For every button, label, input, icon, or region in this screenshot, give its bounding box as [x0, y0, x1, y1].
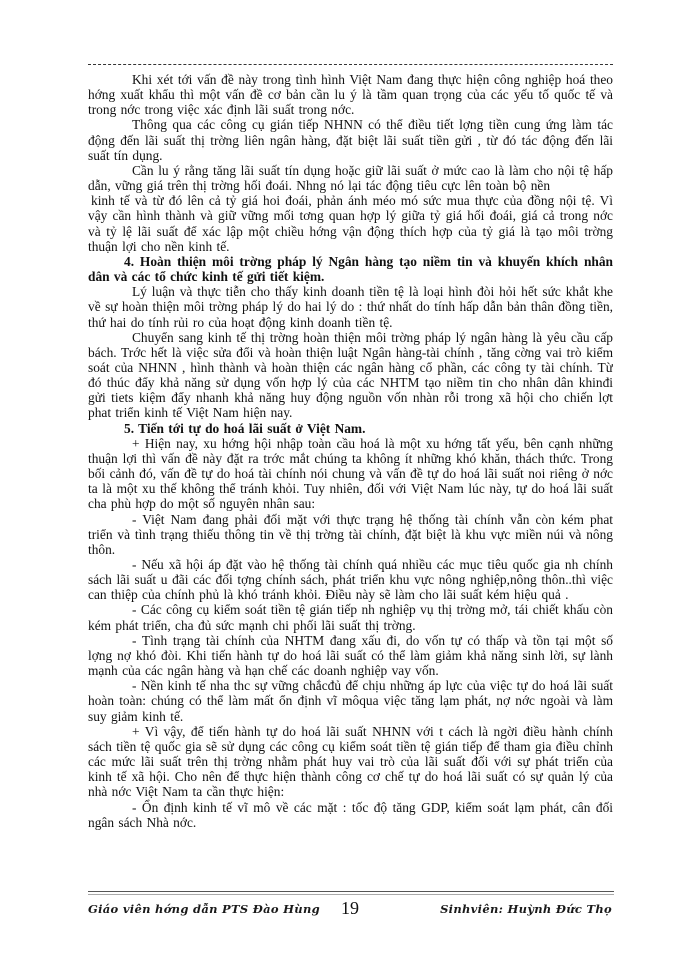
paragraph: - Các công cụ kiểm soát tiền tệ gián tiếp nh nghiệp vụ thị trờng mở, tái chiết khấu còn kém phát triển, cha đủ sức mạnh chi phối lãi suất thị trờng. [88, 602, 613, 633]
header-rule [88, 64, 613, 65]
footer-student: Sinhviên: Huỳnh Đức Thọ [440, 902, 612, 916]
paragraph: - Tình trạng tài chính của NHTM đang xấu đi, do vốn tự có thấp và tồn tại một số lợng nợ khó đòi. Khi tiến hành tự do hoá lãi suất có thể làm giảm khả năng sinh lời, sự lành mạnh của các ngân hàng và hạn chế các doanh nghiệp vay vốn. [88, 632, 613, 679]
section-heading: 4. Hoàn thiện môi trờng pháp lý Ngân hàng tạo niềm tin và khuyến khích nhân dân và các tổ chức kinh tế gửi tiết kiệm. [88, 253, 613, 285]
paragraph: + Vì vậy, để tiến hành tự do hoá lãi suất NHNN với t cách là ngời điều hành chính sách tiền tệ quốc gia sẽ sử dụng các công cụ kiểm soát tiền tệ gián tiếp để tham gia điều chỉnh các mức lãi suất trên thị trờng nhằm phát huy vai trò của lãi suất đối với sự phát triển của kinh tế xã hội. Cho nên để thực hiện thành công cơ chế tự do hoá lãi suất có sự quản lý của nhà nớc Việt Nam ta cần thực hiện: [88, 723, 613, 800]
paragraph: - Nền kinh tế nha thc sự vững chắcđủ để chịu những áp lực của việc tự do hoá lãi suất hoàn toàn: chúng có thể làm mất ổn định vĩ môqua việc tăng lạm phát, nợ nớc ngoài và làm suy giảm kinh tế. [88, 678, 613, 724]
paragraph: Lý luận và thực tiễn cho thấy kinh doanh tiền tệ là loại hình đòi hỏi hết sức khắt khe về sự hoàn thiện môi trờng pháp lý do hai lý do : thứ nhất do tính hấp dẫn bản thân đồng tiền, thứ hai do tính rủi ro của hoạt động kinh doanh tiền tệ. [88, 284, 613, 330]
paragraph: Thông qua các công cụ gián tiếp NHNN có thể điều tiết lợng tiền cung ứng làm tác động đến lãi suất thị trờng liên ngân hàng, đặt biệt lãi suất tiền gửi , từ đó tác động đến lãi suất tín dụng. [88, 117, 613, 163]
paragraph: - Ổn định kinh tế vĩ mô về các mặt : tốc độ tăng GDP, kiểm soát lạm phát, cân đối ngân sách Nhà nớc. [88, 799, 613, 830]
section-heading: 5. Tiến tới tự do hoá lãi suất ở Việt Nam. [124, 420, 366, 436]
paragraph: Chuyển sang kinh tế thị trờng hoàn thiện môi trờng pháp lý ngân hàng là yêu cầu cấp bách. Trớc hết là việc sửa đổi và hoàn thiện luật Ngân hàng-tài chính , tăng cờng vai trò kiểm soát của NHNN , hình thành và hoàn thiện các ngân hàng cổ phần, các công ty tài chính. Từ đó thúc đẩy khả năng sử dụng vốn hợp lý của các NHTM tạo niềm tin cho nhân dân khinđi gửi tiets kiệm đẩy nhanh khả năng huy động nguồn vốn nhàn rỗi trong xã hội cho chiến lợt phat triển kinh tế Việt Nam hiện nay. [88, 329, 613, 421]
paragraph: Cần lu ý rằng tăng lãi suất tín dụng hoặc giữ lãi suất ở mức cao là làm cho nội tệ hấp dẫn, vững giá trên thị trờng hối đoái. Nhng nó lại tác động tiêu cực lên toàn bộ nền [88, 162, 613, 194]
paragraph: - Nếu xã hội áp đặt vào hệ thống tài chính quá nhiều các mục tiêu quốc gia nh chính sách lãi suất u đãi các đối tợng chính sách, phát triển khu vực nông nghiệp,nông thôn..thì việc can thiệp của chính phủ là khó tránh khỏi. Điều này sẽ làm cho lãi suất kém hiệu quả . [88, 557, 613, 603]
page-number: 19 [341, 898, 359, 918]
page-content [88, 64, 613, 884]
text-body [88, 72, 613, 884]
footer-advisor: Giáo viên hớng dẫn PTS Đào Hùng [88, 902, 320, 916]
footer-rule [88, 891, 614, 895]
paragraph: - Việt Nam đang phải đối mặt với thực trạng hệ thống tài chính vẫn còn kém phat triển và tình trạng thiếu thông tin về thị trờng tài chính, đặt biệt là khu vực miền núi và nông thôn. [88, 511, 613, 557]
paragraph: + Hiện nay, xu hớng hội nhập toàn cầu hoá là một xu hớng tất yếu, bên cạnh những thuận lợi thì vấn đề này đặt ra trớc mắt chúng ta không ít những khó khăn, thách thức. Trong bối cảnh đó, vấn đề tự do hoá tài chính nói chung và vấn đề tự do hoá lãi suất noi riêng ở nớc ta là một xu thế không thể tránh khỏi. Tuy nhiên, đối với Việt Nam lúc này, tự do hoá lãi suất cha phù hợp do một số nguyên nhân sau: [88, 435, 613, 512]
paragraph: kinh tế và từ đó lên cả tỷ giá hoi đoái, phản ánh méo mó sức mua thực của đồng nội tệ. Vì vậy cần hình thành và giữ vững mối tơng quan hợp lý giữa tỷ giá hối đoái, giá cả trong nớc và tỷ lệ lãi suất để xác lập một chiều hớng vận động thích hợp của tỷ giá là tạo môi trờng thuận lợi cho nền kinh tế. [88, 193, 613, 254]
paragraph: Khi xét tới vấn đề này trong tình hình Việt Nam đang thực hiện công nghiệp hoá theo hớng xuất khẩu thì một vấn đề cơ bản cần lu ý là tầm quan trọng của các yếu tố quốc tế và trong nớc trong việc xác định lãi suất trong nớc. [88, 72, 613, 118]
